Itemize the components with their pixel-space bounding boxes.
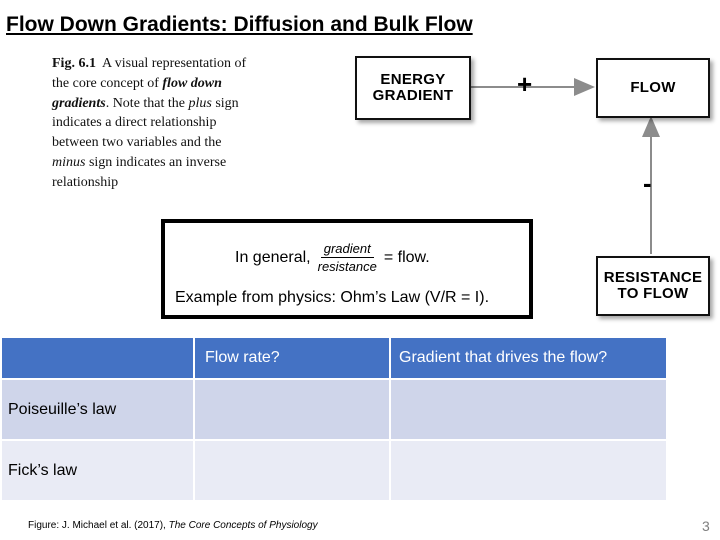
general-formula-box xyxy=(161,219,533,319)
ohms-law-example: Example from physics: Ohm’s Law (V/R = I). xyxy=(175,289,490,306)
caption-text-4: sign indicates an inverse relationship xyxy=(52,154,227,190)
energy-label-line1: ENERGY xyxy=(380,71,446,89)
citation-prefix: Figure: J. Michael et al. (2017), xyxy=(28,520,169,531)
table-header-row xyxy=(1,337,667,379)
row-label-fick: Fick’s law xyxy=(1,440,194,501)
caption-emphasis-flow: flow down gradients xyxy=(52,75,222,111)
flow-box xyxy=(596,58,710,118)
slide-number: 3 xyxy=(702,518,710,534)
caption-emphasis-plus: plus xyxy=(188,95,212,111)
citation-book-title: The Core Concepts of Physiology xyxy=(168,520,318,531)
figure-citation xyxy=(28,520,318,531)
caption-text-2: . Note that the xyxy=(105,95,189,111)
formula-prefix: In general, xyxy=(235,248,311,266)
figure-label: Fig. 6.1 xyxy=(52,56,96,71)
flow-label: FLOW xyxy=(630,79,676,97)
formula-suffix: = flow. xyxy=(383,248,430,266)
caption-text-1: A visual representation of the core concept of xyxy=(52,56,247,91)
table-header-cell xyxy=(1,337,194,379)
table-row xyxy=(1,379,667,440)
energy-gradient-box xyxy=(355,56,471,120)
table-header-gradient: Gradient that drives the flow? xyxy=(390,337,667,379)
formula-denominator: resistance xyxy=(317,259,377,274)
table-cell xyxy=(194,440,390,501)
row-label-poiseuille: Poiseuille’s law xyxy=(1,379,194,440)
caption-text-3: sign indicates a direct relationship between two variables and the xyxy=(52,95,239,151)
table-header-flow-rate: Flow rate? xyxy=(194,337,390,379)
table-row xyxy=(1,440,667,501)
flow-table xyxy=(0,336,668,502)
energy-label-line2: GRADIENT xyxy=(372,87,454,104)
flow-arrowhead-up xyxy=(642,116,660,137)
formula-numerator: gradient xyxy=(321,241,374,258)
table-cell xyxy=(194,379,390,440)
caption-emphasis-minus: minus xyxy=(52,154,86,170)
table-cell xyxy=(390,440,667,501)
formula-fraction xyxy=(315,241,380,274)
plus-sign: + xyxy=(517,69,533,99)
resistance-box xyxy=(596,256,710,316)
flow-arrowhead-right xyxy=(574,78,595,96)
resistance-label-line1: RESISTANCE xyxy=(603,269,703,287)
general-formula xyxy=(235,241,430,274)
slide-title: Flow Down Gradients: Diffusion and Bulk Flow xyxy=(6,13,473,36)
table-cell xyxy=(390,379,667,440)
minus-sign: - xyxy=(643,168,652,198)
resistance-label-line2: TO FLOW xyxy=(617,285,689,302)
